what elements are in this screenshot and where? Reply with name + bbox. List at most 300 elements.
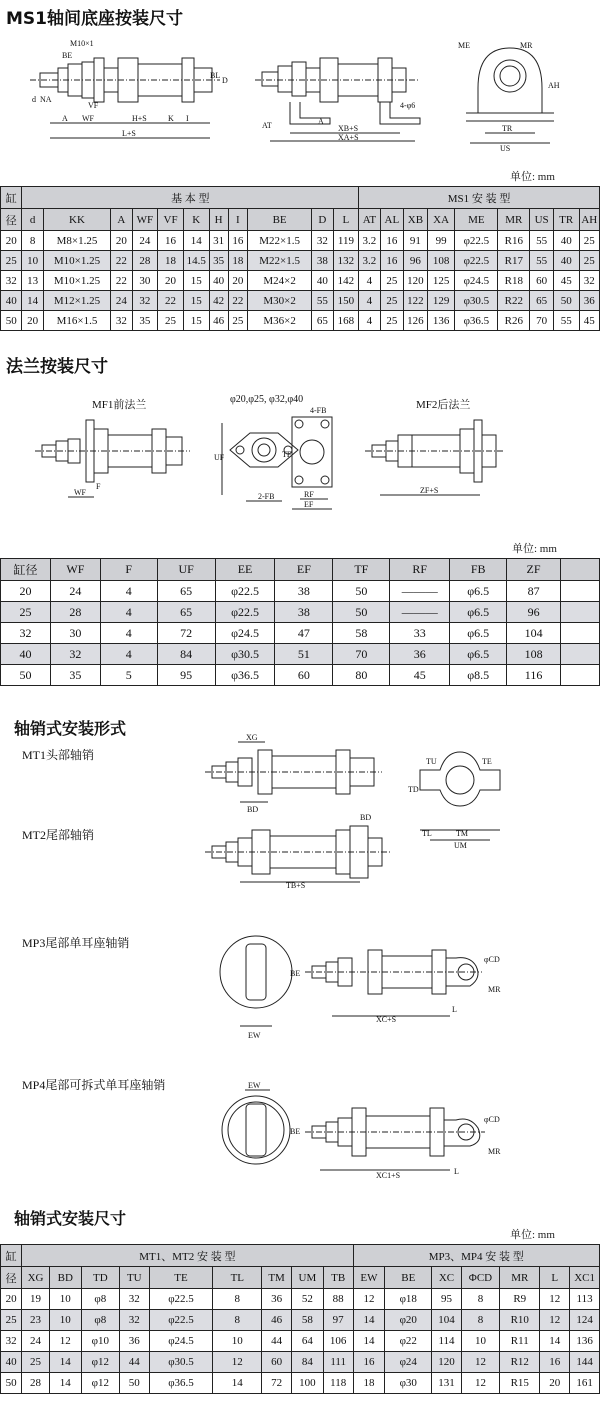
svg-text:BE: BE [62,51,73,60]
bore-cell: 50 [1,665,51,686]
table-cell: 95 [432,1289,462,1310]
table-cell: 25 [380,311,404,331]
table-cell: 136 [427,311,455,331]
svg-text:φCD: φCD [484,955,500,964]
table-header: BD [49,1267,81,1289]
table-cell: 84 [157,644,215,665]
table-cell: 144 [570,1352,600,1373]
table-cell: 35 [50,665,100,686]
table-cell: 72 [262,1373,292,1394]
svg-text:RF: RF [304,490,314,499]
table-cell-blank [561,665,600,686]
table-row [1,251,600,271]
table-cell: 95 [157,665,215,686]
svg-text:WF: WF [82,114,94,123]
table-cell: φ22.5 [149,1310,213,1331]
table-cell: 10 [49,1289,81,1310]
table-cell: φ36.5 [149,1373,213,1394]
table-header: TU [119,1267,149,1289]
table-cell: 15 [183,291,209,311]
table-cell: 55 [530,251,554,271]
table-cell: 16 [353,1352,385,1373]
svg-text:K: K [168,114,174,123]
trunnion-group-mt: MT1、MT2 安 装 型 [22,1245,353,1267]
table-cell: 40 [553,251,579,271]
svg-text:UM: UM [454,841,467,850]
trunnion-unit: 单位: mm [510,1229,555,1241]
table-cell: 22 [228,291,247,311]
svg-text:XA+S: XA+S [338,133,359,142]
table-header: TF [333,559,390,581]
table-cell: M22×1.5 [248,251,312,271]
svg-text:M10×1: M10×1 [70,39,94,48]
table-cell: φ6.5 [450,623,507,644]
table-row [1,602,600,623]
table-cell: 122 [404,291,428,311]
table-cell: 8 [213,1310,262,1331]
table-cell: 36 [119,1331,149,1352]
ms1-group-basic: 基 本 型 [22,187,359,209]
table-header-blank [561,559,600,581]
table-cell: M36×2 [248,311,312,331]
svg-text:A: A [62,114,68,123]
table-row [1,581,600,602]
table-cell: M24×2 [248,271,312,291]
table-cell: 4 [100,581,157,602]
svg-text:UF: UF [214,453,225,462]
table-cell: φ6.5 [450,644,507,665]
mt2-caption: MT2尾部轴销 [22,828,95,842]
table-row [1,644,600,665]
table-cell: 12 [461,1352,499,1373]
table-cell: 24 [132,231,158,251]
table-header: FB [450,559,507,581]
table-cell: 12 [353,1289,385,1310]
svg-text:TF: TF [282,450,292,459]
table-cell: φ12 [81,1352,119,1373]
table-cell: 14 [540,1331,570,1352]
table-cell: φ22.5 [215,602,275,623]
svg-text:TL: TL [422,829,432,838]
table-cell: 64 [291,1331,323,1352]
table-header: US [530,209,554,231]
table-cell: 88 [323,1289,353,1310]
table-cell: 38 [312,251,333,271]
svg-text:NA: NA [40,95,52,104]
svg-text:TM: TM [456,829,468,838]
bore-cell: 32 [1,271,22,291]
svg-text:MR: MR [520,41,533,50]
table-header: XC1 [570,1267,600,1289]
table-cell: 30 [50,623,100,644]
svg-text:BE: BE [290,969,301,978]
table-header: EE [215,559,275,581]
table-cell: 24 [22,1331,50,1352]
table-cell: φ8 [81,1310,119,1331]
table-header: WF [50,559,100,581]
table-cell: 20 [158,271,184,291]
svg-text:EF: EF [304,500,314,509]
bore-cell: 25 [1,251,22,271]
svg-text:ZF+S: ZF+S [420,486,439,495]
table-header: AH [579,209,599,231]
table-header: TD [81,1267,119,1289]
table-cell: ——— [390,602,450,623]
table-cell: R12 [500,1352,540,1373]
table-cell: 150 [333,291,359,311]
table-cell: M8×1.25 [43,231,110,251]
table-cell: 22 [111,251,132,271]
table-cell: 16 [540,1352,570,1373]
table-cell: φ6.5 [450,602,507,623]
table-cell: 44 [262,1331,292,1352]
ms1-group-ms1: MS1 安 装 型 [359,187,600,209]
svg-text:XC+S: XC+S [376,1015,397,1024]
table-header: TM [262,1267,292,1289]
table-cell: 32 [50,644,100,665]
table-cell: 16 [380,251,404,271]
table-cell: 4 [100,602,157,623]
table-cell: 136 [570,1331,600,1352]
table-cell: 25 [380,291,404,311]
flange-section-title: 法兰按装尺寸 [6,357,108,377]
table-cell: 91 [404,231,428,251]
bore-cell: 40 [1,1352,22,1373]
table-cell: R15 [500,1373,540,1394]
svg-text:US: US [500,144,511,153]
svg-text:A: A [318,117,324,126]
table-cell: 14 [49,1352,81,1373]
table-cell: 32 [119,1289,149,1310]
table-header: UM [291,1267,323,1289]
table-cell: 35 [132,311,158,331]
table-cell: 28 [132,251,158,271]
table-cell: 113 [570,1289,600,1310]
svg-text:EW: EW [248,1081,261,1090]
table-cell: 168 [333,311,359,331]
table-cell: 46 [262,1310,292,1331]
svg-text:TD: TD [408,785,419,794]
table-header: L [333,209,359,231]
table-header: I [228,209,247,231]
table-cell: 40 [209,271,228,291]
table-cell: 28 [50,602,100,623]
table-cell: 31 [209,231,228,251]
table-row [1,291,600,311]
table-cell: 32 [579,271,599,291]
table-cell: φ36.5 [455,311,498,331]
table-header: TR [553,209,579,231]
svg-text:I: I [186,114,189,123]
table-cell: 32 [132,291,158,311]
table-cell: 47 [275,623,333,644]
trunnion-bore-header-top: 缸 [1,1245,22,1267]
table-cell: 4 [359,291,380,311]
table-cell: 96 [507,602,561,623]
table-cell: 108 [427,251,455,271]
ms1-bore-header-top: 缸 [1,187,22,209]
table-header: BE [385,1267,432,1289]
table-cell: ——— [390,581,450,602]
table-cell: 104 [432,1310,462,1331]
table-cell: 36 [579,291,599,311]
bore-cell: 40 [1,644,51,665]
table-row [1,1352,600,1373]
table-cell: 25 [158,311,184,331]
trunnion-dim-title: 轴销式安装尺寸 [14,1209,127,1228]
table-cell: 16 [380,231,404,251]
table-cell: 125 [427,271,455,291]
table-cell: φ22.5 [215,581,275,602]
table-header: F [100,559,157,581]
svg-text:BD: BD [360,813,372,822]
flange-unit: 单位: mm [512,543,557,555]
bore-cell: 20 [1,1289,22,1310]
table-row [1,311,600,331]
svg-text:XB+S: XB+S [338,124,359,133]
table-header: TE [149,1267,213,1289]
table-cell: 14 [22,291,43,311]
table-cell: 24 [50,581,100,602]
flange-drawing [0,405,600,525]
table-cell: 70 [530,311,554,331]
table-cell: 50 [333,602,390,623]
table-cell: 131 [432,1373,462,1394]
svg-text:2-FB: 2-FB [258,492,275,501]
table-cell: 65 [157,581,215,602]
table-cell: φ22.5 [455,251,498,271]
table-cell: φ22.5 [149,1289,213,1310]
table-cell: 20 [111,231,132,251]
table-header: EF [275,559,333,581]
bore-cell: 25 [1,1310,22,1331]
table-cell: φ20 [385,1310,432,1331]
table-header: K [183,209,209,231]
table-cell: 52 [291,1289,323,1310]
table-cell: 25 [228,311,247,331]
table-cell: 15 [183,271,209,291]
table-cell: 8 [461,1310,499,1331]
trunnion-dimension-table [0,1244,600,1394]
table-cell: 3.2 [359,231,380,251]
mp4-caption: MP4尾部可拆式单耳座轴销 [22,1078,166,1092]
ms1-bore-header-bottom: 径 [1,209,22,231]
table-cell: 38 [275,581,333,602]
table-cell: 46 [209,311,228,331]
table-cell: 45 [390,665,450,686]
mf1-caption: MF1前法兰 [92,399,147,411]
table-cell: 87 [507,581,561,602]
table-cell: 65 [157,602,215,623]
table-cell: 96 [404,251,428,271]
table-row [1,1310,600,1331]
table-cell: 161 [570,1373,600,1394]
table-cell: φ8.5 [450,665,507,686]
table-header: XB [404,209,428,231]
table-cell: R11 [500,1331,540,1352]
svg-text:H+S: H+S [132,114,147,123]
mf2-caption: MF2后法兰 [416,399,471,411]
table-cell: 119 [333,231,359,251]
table-header: VF [158,209,184,231]
table-header: 缸径 [1,559,51,581]
table-cell: 33 [390,623,450,644]
svg-text:BL: BL [210,71,221,80]
table-cell: 120 [404,271,428,291]
table-cell: 14 [353,1331,385,1352]
table-cell: 8 [461,1289,499,1310]
table-cell: 18 [353,1373,385,1394]
table-cell: φ22 [385,1331,432,1352]
trunnion-bore-header-bottom: 径 [1,1267,22,1289]
table-cell: 100 [291,1373,323,1394]
table-cell: R18 [498,271,530,291]
table-cell: 124 [570,1310,600,1331]
table-cell: 99 [427,231,455,251]
mp3-caption: MP3尾部单耳座轴销 [22,936,130,950]
svg-text:D: D [222,76,228,85]
svg-text:XC1+S: XC1+S [376,1171,401,1180]
table-cell-blank [561,644,600,665]
table-row [1,1331,600,1352]
table-cell: 5 [100,665,157,686]
table-cell: R10 [500,1310,540,1331]
trunnion-group-mp: MP3、MP4 安 装 型 [353,1245,599,1267]
table-header: H [209,209,228,231]
table-cell: 25 [380,271,404,291]
table-cell: 14 [353,1310,385,1331]
table-cell: 4 [359,311,380,331]
table-cell: 108 [507,644,561,665]
bore-cell: 50 [1,311,22,331]
table-cell: 14 [183,231,209,251]
table-cell: 20 [228,271,247,291]
table-cell: 18 [228,251,247,271]
table-row [1,1373,600,1394]
bore-cell: 40 [1,291,22,311]
table-cell-blank [561,602,600,623]
table-cell: 10 [213,1331,262,1352]
svg-text:L+S: L+S [122,129,136,138]
table-header: KK [43,209,110,231]
table-cell: 14.5 [183,251,209,271]
table-cell: 65 [312,311,333,331]
ms1-drawing [0,28,600,168]
ms1-dimension-table [0,186,600,331]
table-cell: M12×1.25 [43,291,110,311]
table-cell: φ12 [81,1373,119,1394]
svg-text:d: d [32,95,36,104]
table-cell: 4 [100,623,157,644]
table-cell: M10×1.25 [43,271,110,291]
table-cell: 84 [291,1352,323,1373]
bore-cell: 20 [1,581,51,602]
table-cell: M30×2 [248,291,312,311]
table-cell: 70 [333,644,390,665]
table-cell: 45 [579,311,599,331]
table-header: ZF [507,559,561,581]
svg-text:L: L [452,1005,457,1014]
table-header: RF [390,559,450,581]
table-cell: φ24.5 [215,623,275,644]
table-cell: 80 [333,665,390,686]
table-cell: 14 [213,1373,262,1394]
svg-text:BD: BD [247,805,259,814]
table-cell: 10 [49,1310,81,1331]
table-cell: 16 [228,231,247,251]
table-header: D [312,209,333,231]
table-cell: R9 [500,1289,540,1310]
bore-cell: 50 [1,1373,22,1394]
ms1-unit: 单位: mm [510,171,555,183]
svg-text:ME: ME [458,41,470,50]
svg-text:BE: BE [290,1127,301,1136]
bore-cell: 20 [1,231,22,251]
table-cell: φ22.5 [455,231,498,251]
table-cell: 25 [579,231,599,251]
svg-text:L: L [454,1167,459,1176]
table-cell: φ24.5 [455,271,498,291]
table-cell: 4 [359,271,380,291]
mt1-caption: MT1头部轴销 [22,748,95,762]
table-header: AT [359,209,380,231]
table-cell: 97 [323,1310,353,1331]
table-row [1,1289,600,1310]
table-cell: φ10 [81,1331,119,1352]
table-cell: 32 [111,311,132,331]
table-row [1,271,600,291]
table-header: TL [213,1267,262,1289]
table-header: TB [323,1267,353,1289]
table-cell: 12 [540,1310,570,1331]
table-cell: 23 [22,1310,50,1331]
table-cell: φ30.5 [215,644,275,665]
table-header: XA [427,209,455,231]
table-cell: 20 [540,1373,570,1394]
table-cell: 55 [530,231,554,251]
table-cell: 8 [22,231,43,251]
table-cell: 4 [100,644,157,665]
table-cell: M22×1.5 [248,231,312,251]
table-cell: 55 [553,311,579,331]
table-cell: 8 [213,1289,262,1310]
table-cell-blank [561,581,600,602]
svg-text:F: F [96,482,101,491]
table-cell: φ24.5 [149,1331,213,1352]
table-cell: 50 [553,291,579,311]
table-cell: 72 [157,623,215,644]
svg-text:TU: TU [426,757,437,766]
table-cell: M16×1.5 [43,311,110,331]
flange-dimension-table [0,558,600,686]
table-header: ME [455,209,498,231]
svg-text:4-φ6: 4-φ6 [400,101,416,110]
table-cell: 50 [119,1373,149,1394]
bore-note: φ20,φ25, φ32,φ40 [230,394,304,405]
table-cell: 44 [119,1352,149,1373]
table-cell: 58 [291,1310,323,1331]
svg-text:TR: TR [502,124,513,133]
table-cell: 129 [427,291,455,311]
table-cell: R16 [498,231,530,251]
table-cell: 12 [540,1289,570,1310]
table-cell: 22 [111,271,132,291]
bore-cell: 25 [1,602,51,623]
table-cell: 25 [22,1352,50,1373]
table-cell: 50 [333,581,390,602]
table-cell: 55 [312,291,333,311]
table-header: UF [157,559,215,581]
